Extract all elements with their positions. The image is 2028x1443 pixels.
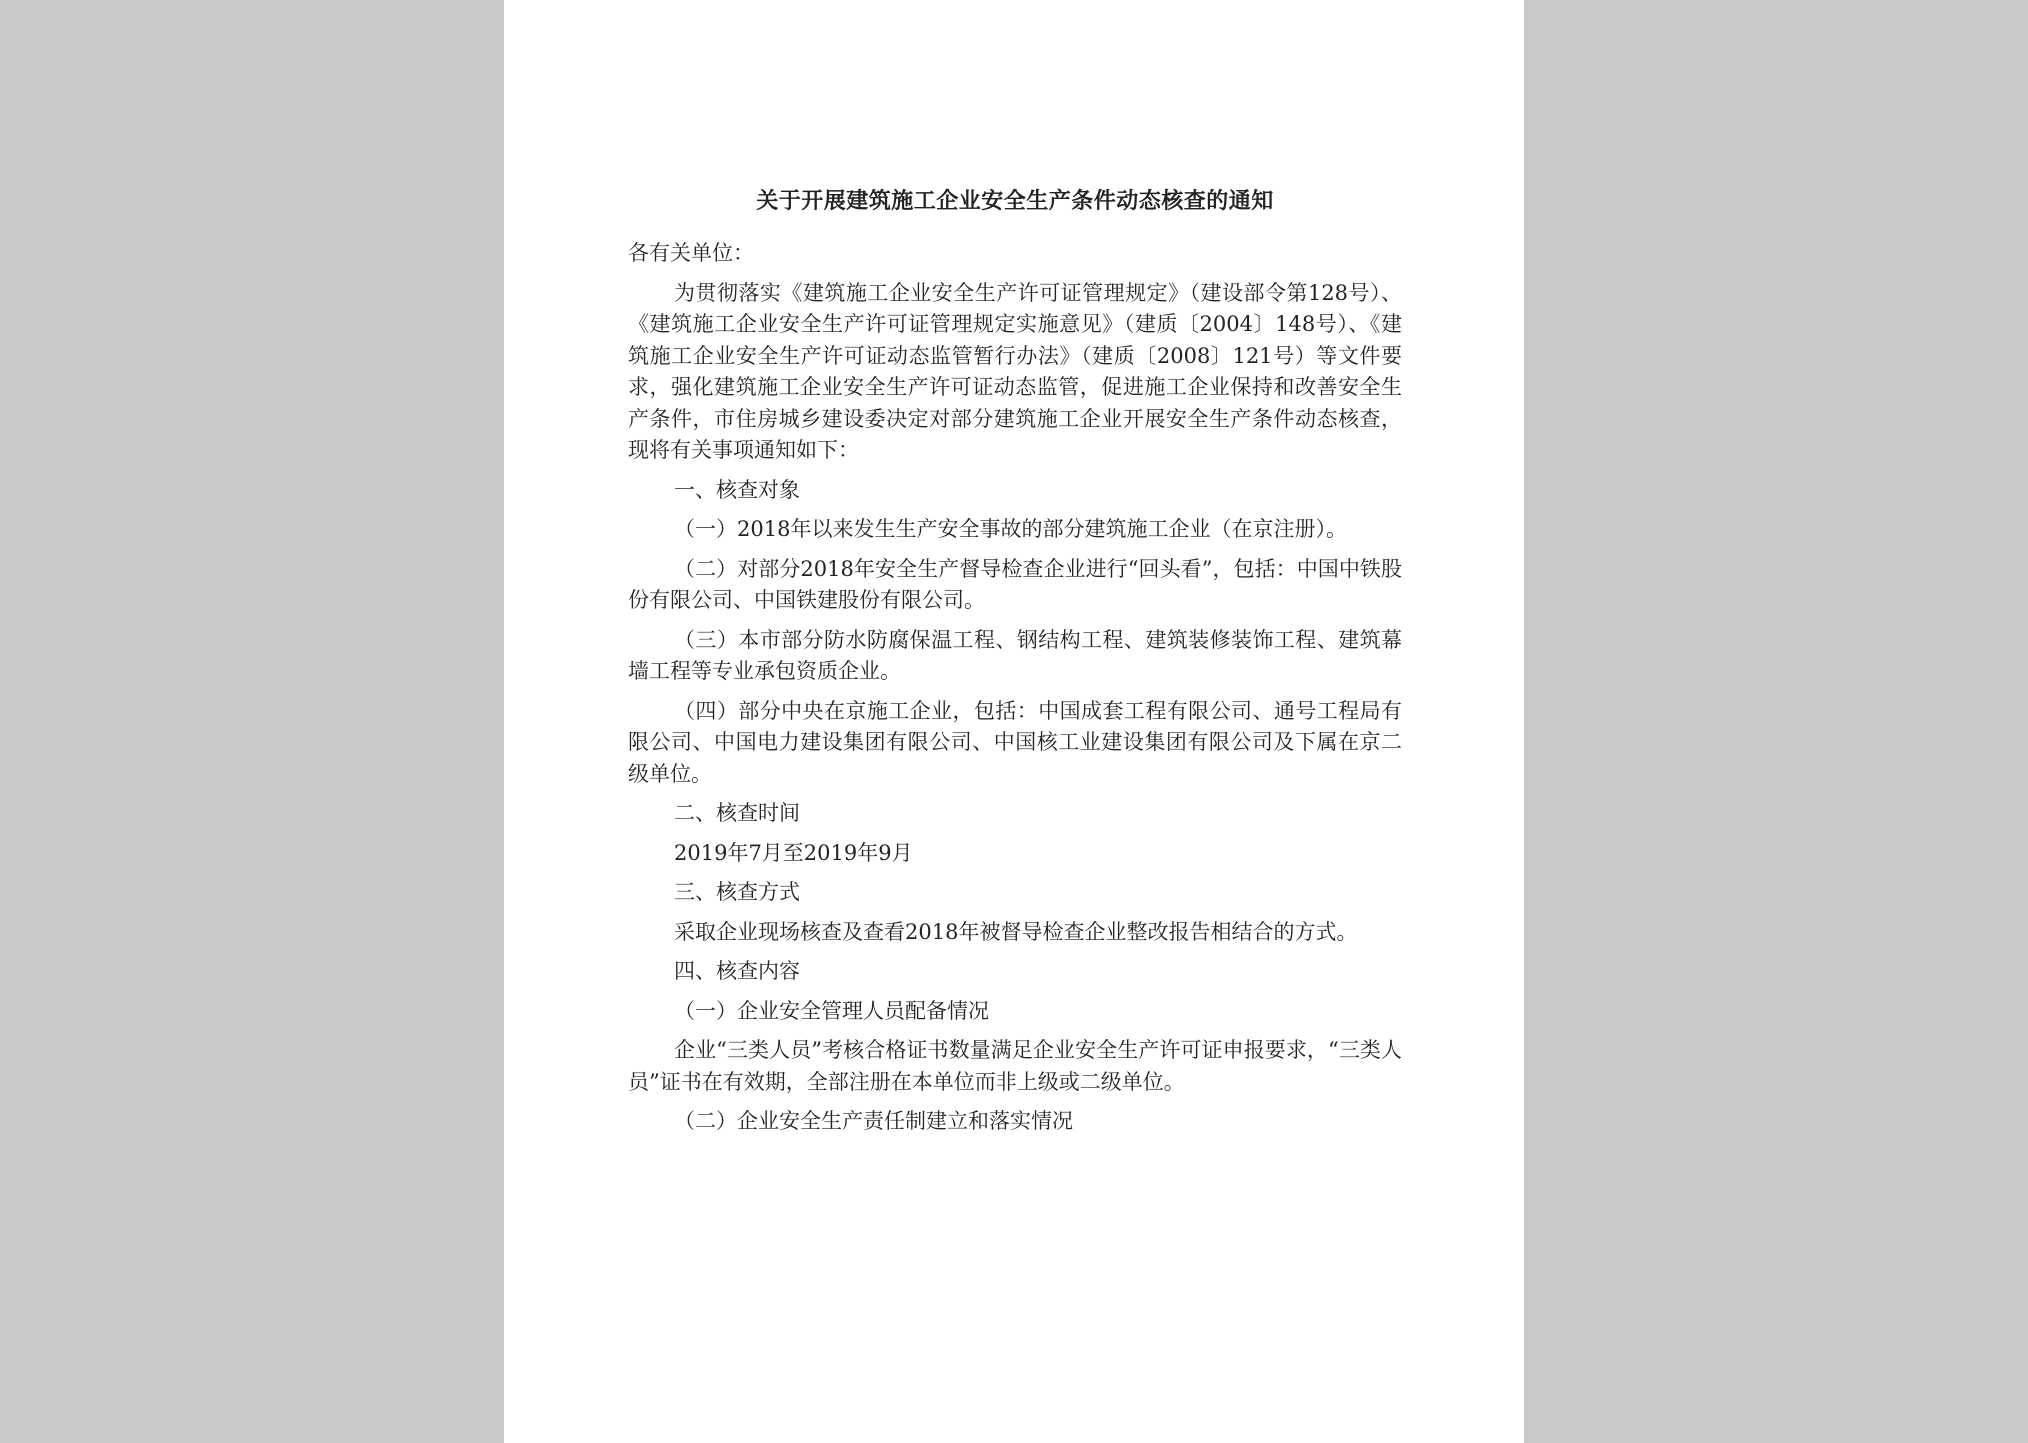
method-paragraph: 采取企业现场核查及查看2018年被督导检查企业整改报告相结合的方式。 <box>674 919 1358 944</box>
content-item-2: （二）企业安全生产责任制建立和落实情况 <box>674 1109 1073 1133</box>
section-heading-content: 四、核查内容 <box>674 959 800 983</box>
document-title: 关于开展建筑施工企业安全生产条件动态核查的通知 <box>756 188 1274 214</box>
target-item-4: （四）部分中央在京施工企业，包括：中国成套工程有限公司、通号工程局有限公司、中国电力建设集团有限公司、中国核工业建设集团有限公司及下属在京二级单位。 <box>628 698 1402 786</box>
section-heading-method: 三、核查方式 <box>674 880 800 904</box>
time-range: 2019年7月至2019年9月 <box>674 840 913 865</box>
document-page <box>504 0 1524 1443</box>
salutation: 各有关单位： <box>628 241 754 265</box>
section-heading-time: 二、核查时间 <box>674 801 800 825</box>
document-body <box>628 184 1402 1146</box>
target-item-3: （三）本市部分防水防腐保温工程、钢结构工程、建筑装修装饰工程、建筑幕墙工程等专业承包资质企业。 <box>628 627 1402 683</box>
target-item-2: （二）对部分2018年安全生产督导检查企业进行“回头看”，包括：中国中铁股份有限公司、中国铁建股份有限公司。 <box>628 556 1402 612</box>
content-item-1: （一）企业安全管理人员配备情况 <box>674 998 989 1023</box>
target-item-1: （一）2018年以来发生生产安全事故的部分建筑施工企业（在京注册）。 <box>674 517 1347 541</box>
content-item-1-detail: 企业“三类人员”考核合格证书数量满足企业安全生产许可证申报要求，“三类人员”证书在有效期，全部注册在本单位而非上级或二级单位。 <box>628 1038 1402 1094</box>
intro-paragraph: 为贯彻落实《建筑施工企业安全生产许可证管理规定》（建设部令第128号）、《建筑施工企业安全生产许可证管理规定实施意见》（建质〔2004〕148号）、《建筑施工企业安全生产许可证动态监管暂行办法》（建质〔2008〕121号）等文件要求，强化建筑施工企业安全生产许可证动态监管，促进施工企业保持和改善安全生产条件，市住房城乡建设委决定对部分建筑施工企业开展安全生产条件动态核查，现将有关事项通知如下： <box>628 280 1402 462</box>
section-heading-targets: 一、核查对象 <box>674 477 800 502</box>
